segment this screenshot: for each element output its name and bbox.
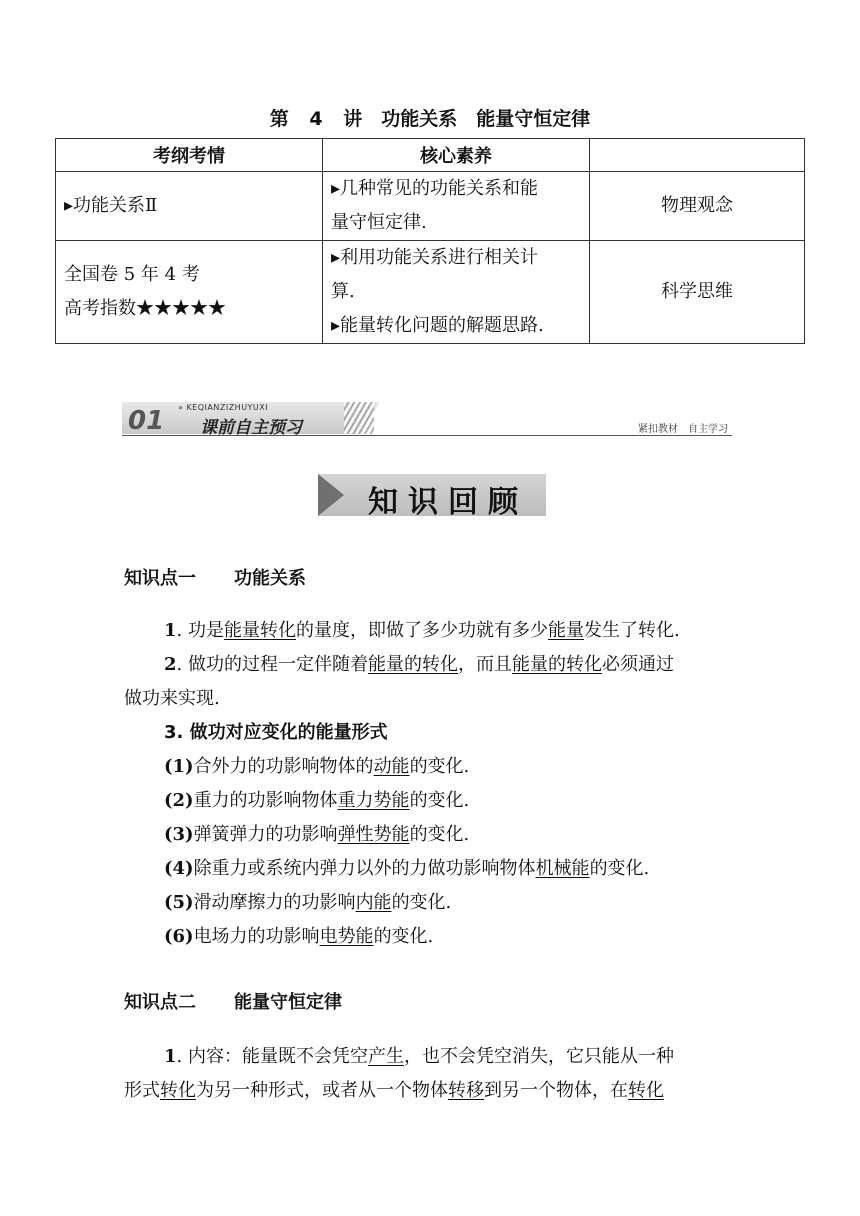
s1-paragraph-2-cont: 做功来实现. bbox=[124, 688, 220, 709]
s1-paragraph-1 bbox=[124, 614, 744, 648]
row1-category: 物理观念 bbox=[590, 172, 805, 241]
table-row bbox=[56, 172, 805, 241]
section2-label: 知识点二 bbox=[124, 992, 196, 1013]
banner-pinyin-text: KEQIANZIZHUYUXI bbox=[186, 403, 269, 412]
row2-literacy-line3: ▸能量转化问题的解题思路. bbox=[331, 315, 544, 336]
item-number: (3) bbox=[164, 824, 194, 845]
row2-literacy-line2: 算. bbox=[331, 281, 355, 302]
item-text: 合外力的功影响物体的 bbox=[193, 756, 374, 777]
s2p1-number: 1 bbox=[164, 1046, 177, 1067]
syllabus-table bbox=[55, 138, 805, 344]
table-row bbox=[56, 241, 805, 344]
section1-body bbox=[124, 614, 744, 954]
row2-category: 科学思维 bbox=[590, 241, 805, 344]
item-text: 除重力或系统内弹力以外的力做功影响物体 bbox=[193, 858, 536, 879]
item-text: 重力的功影响物体 bbox=[193, 790, 338, 811]
row2-outline bbox=[56, 241, 323, 344]
row2-literacy-line1: ▸利用功能关系进行相关计 bbox=[331, 247, 539, 268]
knowledge-review-text: 知识回顾 bbox=[368, 485, 528, 520]
item-number: (4) bbox=[164, 858, 194, 879]
banner-number: 01 bbox=[128, 406, 165, 436]
row1-outline: ▸功能关系Ⅱ bbox=[56, 172, 323, 241]
list-item bbox=[124, 852, 744, 886]
section-heading-2 bbox=[124, 988, 342, 1014]
item-blank: 动能 bbox=[373, 756, 410, 777]
s1-paragraph-2 bbox=[124, 648, 744, 682]
table-header-row bbox=[56, 139, 805, 172]
section2-body bbox=[124, 1040, 744, 1108]
item-blank: 重力势能 bbox=[337, 790, 410, 811]
item-tail: 的变化. bbox=[409, 824, 470, 845]
s1p2-number: 2 bbox=[164, 654, 177, 675]
header-empty bbox=[590, 139, 805, 172]
banner-tag: 紧扣教材 自主学习 bbox=[638, 424, 728, 435]
s1p1-number: 1 bbox=[164, 620, 177, 641]
play-arrow-icon bbox=[318, 474, 344, 516]
s1-paragraph-3: 3. 做功对应变化的能量形式 bbox=[164, 722, 388, 743]
s2p1-text-b: ，也不会凭空消失，它只能从一种 bbox=[403, 1046, 674, 1067]
item-blank: 电势能 bbox=[319, 926, 374, 947]
s2c-text-c: 到另一个物体，在 bbox=[484, 1080, 628, 1101]
s1p1-text-b: 的量度，即做了多少功就有多少 bbox=[295, 620, 548, 641]
item-text: 弹簧弹力的功影响 bbox=[193, 824, 338, 845]
list-item bbox=[124, 818, 744, 852]
list-item bbox=[124, 784, 744, 818]
s1p2-blank-1: 能量的转化 bbox=[367, 654, 458, 675]
item-number: (6) bbox=[164, 926, 194, 947]
s1p1-blank-2: 能量 bbox=[547, 620, 584, 641]
s2-paragraph-1-cont bbox=[124, 1074, 744, 1108]
s1p2-text-c: 必须通过 bbox=[601, 654, 674, 675]
row1-literacy-line2: 量守恒定律. bbox=[331, 212, 427, 233]
item-blank: 弹性势能 bbox=[337, 824, 410, 845]
item-tail: 的变化. bbox=[409, 756, 470, 777]
lesson-title: 第 4 讲 功能关系 能量守恒定律 bbox=[269, 108, 591, 130]
item-tail: 的变化. bbox=[589, 858, 650, 879]
section-heading-1 bbox=[124, 564, 306, 590]
list-item bbox=[124, 750, 744, 784]
s2-paragraph-1 bbox=[124, 1040, 744, 1074]
row2-outline-line1: 全国卷 5 年 4 考 bbox=[64, 264, 200, 285]
knowledge-review-heading bbox=[318, 474, 546, 520]
s1p2-blank-2: 能量的转化 bbox=[511, 654, 602, 675]
section1-name: 功能关系 bbox=[234, 568, 306, 589]
list-item bbox=[124, 920, 744, 954]
row1-literacy-line1: ▸几种常见的功能关系和能 bbox=[331, 178, 539, 199]
row1-literacy bbox=[323, 172, 590, 241]
row2-outline-line2: 高考指数★★★★★ bbox=[64, 298, 226, 319]
s2c-text-a: 形式 bbox=[124, 1080, 160, 1101]
row2-literacy bbox=[323, 241, 590, 344]
item-text: 电场力的功影响 bbox=[193, 926, 320, 947]
s2c-text-b: 为另一种形式，或者从一个物体 bbox=[196, 1080, 448, 1101]
header-core-literacy: 核心素养 bbox=[323, 139, 590, 172]
section2-name: 能量守恒定律 bbox=[234, 992, 342, 1013]
banner-rule bbox=[122, 435, 732, 436]
banner-pinyin: » KEQIANZIZHUYUXI bbox=[178, 403, 269, 412]
item-number: (2) bbox=[164, 790, 194, 811]
item-text: 滑动摩擦力的功影响 bbox=[193, 892, 356, 913]
item-blank: 机械能 bbox=[535, 858, 590, 879]
banner-hatch bbox=[344, 402, 374, 434]
s2p1-text-a: . 内容：能量既不会凭空 bbox=[176, 1046, 368, 1067]
s1p1-blank-1: 能量转化 bbox=[223, 620, 296, 641]
item-tail: 的变化. bbox=[409, 790, 470, 811]
item-tail: 的变化. bbox=[373, 926, 434, 947]
s1p1-text-a: . 功是 bbox=[176, 620, 224, 641]
list-item bbox=[124, 886, 744, 920]
item-number: (5) bbox=[164, 892, 194, 913]
section1-label: 知识点一 bbox=[124, 568, 196, 589]
item-number: (1) bbox=[164, 756, 194, 777]
s2c-blank-3: 转化 bbox=[628, 1080, 664, 1101]
section-banner bbox=[122, 402, 732, 436]
banner-label: 课前自主预习 bbox=[200, 418, 302, 438]
s2c-blank-1: 转化 bbox=[160, 1080, 196, 1101]
item-tail: 的变化. bbox=[391, 892, 452, 913]
s1p2-text-b: ，而且 bbox=[457, 654, 512, 675]
s1p2-text-a: . 做功的过程一定伴随着 bbox=[176, 654, 368, 675]
s2c-blank-2: 转移 bbox=[448, 1080, 484, 1101]
s1p1-text-c: 发生了转化. bbox=[583, 620, 680, 641]
s2p1-blank-1: 产生 bbox=[367, 1046, 404, 1067]
header-exam-outline: 考纲考情 bbox=[56, 139, 323, 172]
item-blank: 内能 bbox=[355, 892, 392, 913]
